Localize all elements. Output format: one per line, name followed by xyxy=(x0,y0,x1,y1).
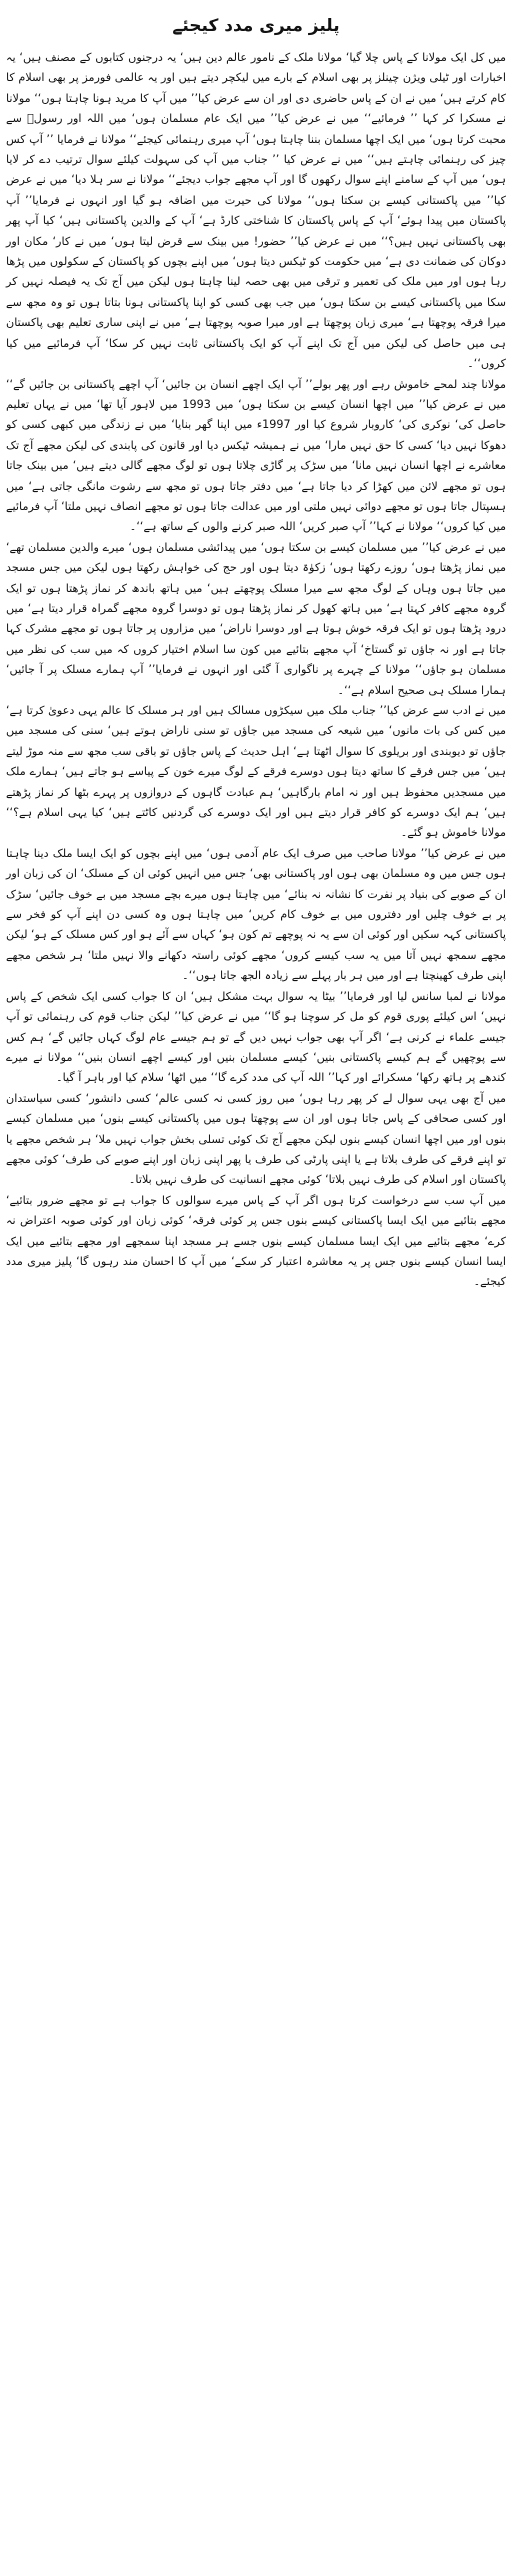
article-paragraph: میں کل ایک مولانا کے پاس چلا گیا‘ مولانا ملک کے نامور عالم دین ہیں‘ یہ درجنوں کتابوں کے مصنف ہیں‘ یہ اخبارات اور ٹیلی ویژن چینلز پر بھی اسلام کے بارے میں لیکچر دیتے ہیں اور یہ عالمی فورمز پر بھی اسلام کا کام کرتے ہیں‘ میں نے ان کے پاس حاضری دی اور ان سے عرض کیا’’ میں آپ کا مرید ہونا چاہتا ہوں‘‘ مولانا نے مسکرا کر کہا ’’ فرمائیے‘‘ میں نے عرض کیا’’ میں ایک عام مسلمان ہوں‘ میں اللہ اور رسولؐ سے محبت کرتا ہوں‘ میں ایک اچھا مسلمان بننا چاہتا ہوں‘ آپ میری رہنمائی کیجئے‘‘ مولانا نے فرمایا ’’ آپ کس چیز کی رہنمائی چاہتے ہیں‘‘ میں نے عرض کیا ’’ جناب میں آپ کی سہولت کیلئے سوال ترتیب دے کر لایا ہوں‘ میں آپ کے سامنے اپنے سوال رکھوں گا اور آپ مجھے جواب دیجئے‘‘ مولانا نے سر ہلا دیا‘ میں نے عرض کیا’’ میں پاکستانی کیسے بن سکتا ہوں‘‘ مولانا کی حیرت میں اضافہ ہو گیا اور انہوں نے فرمایا’’ آپ پاکستان میں پیدا ہوئے‘ آپ کے پاس پاکستان کا شناختی کارڈ ہے‘ آپ کے والدین پاکستانی ہیں‘ کیا آپ پھر بھی پاکستانی نہیں ہیں؟‘‘ میں نے عرض کیا’’ حضور! میں بینک سے قرض لیتا ہوں‘ میں نے کار‘ مکان اور دوکان کی ضمانت دی ہے‘ میں حکومت کو ٹیکس دیتا ہوں‘ میں اپنے بچوں کو پاکستان کے سکولوں میں پڑھا رہا ہوں اور میں ملک کی تعمیر و ترقی میں بھی حصہ لینا چاہتا ہوں لیکن میں آج تک یہ فیصلہ نہیں کر سکا میں پاکستانی کیسے بن سکتا ہوں‘ میں جب بھی کسی کو اپنا پاکستانی ہونا بتاتا ہوں تو وہ مجھ سے میرا فرقہ پوچھتا ہے‘ میری زبان پوچھتا ہے اور میرا صوبہ پوچھتا ہے‘ میں نے اپنی ساری تعلیم بھی پاکستان ہی میں حاصل کی لیکن میں آج تک اپنے آپ کو ایک پاکستانی ثابت نہیں کر سکا‘ آپ فرمائیے میں کیا کروں‘‘۔ xyxy=(6,51,506,371)
article-paragraph: میں آپ سب سے درخواست کرتا ہوں اگر آپ کے پاس میرے سوالوں کا جواب ہے تو مجھے ضرور بتائیے‘ مجھے بتائیے میں ایک ایسا پاکستانی کیسے بنوں جس پر کوئی فرقہ‘ کوئی زبان اور کوئی صوبہ اعتراض نہ کرے‘ مجھے بتائیے میں ایک ایسا مسلمان کیسے بنوں جسے ہر مسجد اپنا سمجھے اور مجھے بتائیے میں ایک ایسا انسان کیسے بنوں جس پر یہ معاشرہ اعتبار کر سکے‘ میں آپ کا احسان مند رہوں گا‘ پلیز میری مدد کیجئے۔ xyxy=(6,1193,506,1289)
article-paragraph: مولانا نے لمبا سانس لیا اور فرمایا’’ بیٹا یہ سوال بہت مشکل ہیں‘ ان کا جواب کسی ایک شخص کے پاس نہیں‘ اس کیلئے پوری قوم کو مل کر سوچنا ہو گا‘‘ میں نے عرض کیا’’ لیکن جناب قوم کی رہنمائی تو آپ جیسے علماء نے کرنی ہے‘ اگر آپ بھی جواب نہیں دیں گے تو ہم جیسے عام لوگ کہاں جائیں گے‘ ہم کس سے پوچھیں گے ہم کیسے پاکستانی بنیں‘ کیسے مسلمان بنیں اور کیسے اچھے انسان بنیں‘‘ مولانا نے میرے کندھے پر ہاتھ رکھا‘ مسکرائے اور کہا’’ اللہ آپ کی مدد کرے گا‘‘ میں اٹھا‘ سلام کیا اور باہر آ گیا۔ xyxy=(6,989,506,1085)
article-paragraph: مولانا چند لمحے خاموش رہے اور پھر بولے’’ آپ ایک اچھے انسان بن جائیں‘ آپ اچھے پاکستانی بن جائیں گے‘‘ میں نے عرض کیا’’ میں اچھا انسان کیسے بن سکتا ہوں‘ میں 1993 میں لاہور آیا تھا‘ میں نے یہاں تعلیم حاصل کی‘ نوکری کی‘ کاروبار شروع کیا اور 1997ء میں اپنا گھر بنایا‘ میں نے زندگی میں کبھی کسی کو دھوکا نہیں دیا‘ کسی کا حق نہیں مارا‘ میں نے ہمیشہ ٹیکس دیا اور قانون کی پابندی کی لیکن مجھے آج تک معاشرے نے اچھا انسان نہیں مانا‘ میں سڑک پر گاڑی چلاتا ہوں تو لوگ مجھے گالی دیتے ہیں‘ میں بینک جاتا ہوں تو مجھے لائن میں کھڑا کر دیا جاتا ہے‘ میں دفتر جاتا ہوں تو مجھ سے رشوت مانگی جاتی ہے‘ میں ہسپتال جاتا ہوں تو مجھے دوائی نہیں ملتی اور میں عدالت جاتا ہوں تو مجھے انصاف نہیں ملتا‘ آپ فرمائیے میں کیا کروں‘‘ مولانا نے کہا’’ آپ صبر کریں‘ اللہ صبر کرنے والوں کے ساتھ ہے‘‘۔ xyxy=(6,377,507,534)
article-paragraph: میں نے عرض کیا’’ مولانا صاحب میں صرف ایک عام آدمی ہوں‘ میں اپنے بچوں کو ایک ایسا ملک دینا چاہتا ہوں جس میں وہ مسلمان بھی ہوں اور پاکستانی بھی‘ جس میں انہیں کوئی ان کے مسلک‘ ان کی زبان اور ان کے صوبے کی بنیاد پر نفرت کا نشانہ نہ بنائے‘ میں چاہتا ہوں میرے بچے مسجد میں بے خوف جائیں‘ سڑک پر بے خوف چلیں اور دفتروں میں بے خوف کام کریں‘ میں چاہتا ہوں وہ کسی دن اپنے آپ کو فخر سے پاکستانی کہہ سکیں اور کوئی ان سے یہ نہ پوچھے تم کون ہو‘ کہاں سے آئے ہو اور کس مسلک کے ہو‘ لیکن مجھے سمجھ نہیں آتا میں یہ سب کیسے کروں‘ مجھے کوئی راستہ دکھانے والا نہیں ملتا‘ ہر شخص مجھے اپنی طرف کھینچتا ہے اور میں ہر بار پہلے سے زیادہ الجھ جاتا ہوں‘‘۔ xyxy=(6,846,506,983)
article-paragraph: میں نے ادب سے عرض کیا’’ جناب ملک میں سیکڑوں مسالک ہیں اور ہر مسلک کا عالم یہی دعویٰ کرتا ہے‘ میں کس کی بات مانوں‘ میں شیعہ کی مسجد میں جاؤں تو سنی ناراض ہوتے ہیں‘ سنی کی مسجد میں جاؤں تو دیوبندی اور بریلوی کا سوال اٹھتا ہے‘ اہل حدیث کے پاس جاؤں تو باقی سب مجھ سے منہ موڑ لیتے ہیں‘ میں جس فرقے کا ساتھ دیتا ہوں دوسرے فرقے کے لوگ میرے خون کے پیاسے ہو جاتے ہیں‘ ہمارے ملک میں مسجدیں محفوظ ہیں اور نہ امام بارگاہیں‘ ہم عبادت گاہوں کے دروازوں پر پہرے بٹھا کر نماز پڑھتے ہیں‘ ہم ایک دوسرے کو کافر قرار دیتے ہیں اور ایک دوسرے کی گردنیں کاٹتے ہیں‘ کیا یہی اسلام ہے؟‘‘ مولانا خاموش ہو گئے۔ xyxy=(6,704,506,840)
article-title: پلیز میری مدد کیجئے xyxy=(172,16,340,36)
article-paragraph: میں آج بھی یہی سوال لے کر پھر رہا ہوں‘ میں روز کسی نہ کسی عالم‘ کسی دانشور‘ کسی سیاستدان اور کسی صحافی کے پاس جاتا ہوں اور ان سے پوچھتا ہوں میں پاکستانی کیسے بنوں‘ میں مسلمان کیسے بنوں اور میں اچھا انسان کیسے بنوں لیکن مجھے آج تک کوئی تسلی بخش جواب نہیں ملا‘ ہر شخص مجھے یا تو اپنے فرقے کی طرف بلاتا ہے یا اپنی پارٹی کی طرف یا پھر اپنی زبان اور اپنے صوبے کی طرف‘ کوئی مجھے پاکستان اور اسلام کی طرف نہیں بلاتا‘ کوئی مجھے انسانیت کی طرف نہیں بلاتا۔ xyxy=(6,1091,506,1187)
article-body xyxy=(6,48,506,1293)
article-paragraph: میں نے عرض کیا’’ میں مسلمان کیسے بن سکتا ہوں‘ میں پیدائشی مسلمان ہوں‘ میرے والدین مسلمان تھے‘ میں نماز پڑھتا ہوں‘ روزے رکھتا ہوں‘ زکوٰۃ دیتا ہوں اور حج کی خواہش رکھتا ہوں لیکن میں جس مسجد میں جاتا ہوں وہاں کے لوگ مجھ سے میرا مسلک پوچھتے ہیں‘ میں ہاتھ باندھ کر نماز پڑھتا ہوں تو ایک گروہ مجھے کافر کہتا ہے‘ میں ہاتھ کھول کر نماز پڑھتا ہوں تو دوسرا گروہ مجھے گمراہ قرار دیتا ہے‘ میں درود پڑھتا ہوں تو ایک فرقہ خوش ہوتا ہے اور دوسرا ناراض‘ میں مزاروں پر جاتا ہوں تو مجھے مشرک کہا جاتا ہے اور نہ جاؤں تو گستاخ‘ آپ مجھے بتائیے میں کون سا اسلام اختیار کروں کہ میں سب کی نظر میں مسلمان ہو جاؤں‘‘ مولانا کے چہرے پر ناگواری آ گئی اور انہوں نے فرمایا’’ آپ ہمارے مسلک پر آ جائیں‘ ہمارا مسلک ہی صحیح اسلام ہے‘‘۔ xyxy=(6,540,506,697)
